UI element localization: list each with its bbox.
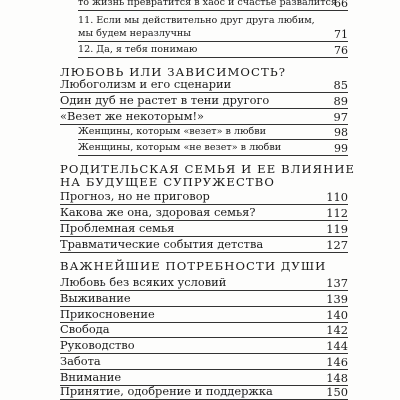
toc-entry-text: 11. Если мы действительно друг друга любим, bbox=[78, 15, 315, 26]
toc-entry-text: Любовь без всяких условий bbox=[60, 276, 348, 291]
toc-entry-page: 89 bbox=[333, 94, 348, 108]
toc-entry-page: 146 bbox=[326, 355, 348, 369]
toc-entry bbox=[0, 111, 400, 125]
toc-entry-text: Внимание bbox=[60, 371, 348, 386]
toc-entry-page: 139 bbox=[326, 292, 348, 306]
toc-entry-text: Прикосновение bbox=[60, 308, 348, 323]
toc-entry-page: 140 bbox=[326, 308, 348, 322]
toc-entry bbox=[0, 340, 400, 354]
toc-entry bbox=[0, 324, 400, 338]
toc-entry bbox=[0, 44, 400, 58]
toc-entry-text: Прогноз, но не приговор bbox=[60, 190, 348, 205]
toc-entry bbox=[0, 223, 400, 237]
toc-entry-text: Какова же она, здоровая семья? bbox=[60, 206, 348, 221]
toc-entry-page: 97 bbox=[333, 110, 348, 124]
toc-entry-text: Свобода bbox=[60, 323, 348, 338]
toc-entry-page: 85 bbox=[333, 78, 348, 92]
toc-entry-text: Забота bbox=[60, 355, 348, 370]
toc-entry-text: мы будем неразлучны bbox=[78, 28, 348, 42]
toc-entry-page: 119 bbox=[326, 222, 348, 236]
section-title: РОДИТЕЛЬСКАЯ СЕМЬЯ И ЕЕ ВЛИЯНИЕ bbox=[60, 162, 356, 176]
toc-entry-page: 98 bbox=[334, 126, 348, 139]
toc-entry-page: 110 bbox=[326, 190, 348, 204]
toc-entry bbox=[0, 309, 400, 323]
section-title: ВАЖНЕЙШИЕ ПОТРЕБНОСТИ ДУШИ bbox=[60, 259, 327, 273]
toc-entry bbox=[0, 191, 400, 205]
toc-entry-page: 142 bbox=[326, 323, 348, 337]
toc-entry-text: то жизнь превратится в хаос и счастье развалится bbox=[78, 0, 348, 11]
toc-entry bbox=[0, 356, 400, 370]
toc-entry bbox=[0, 277, 400, 291]
toc-entry bbox=[0, 95, 400, 109]
toc-entry-text: 12. Да, я тебя понимаю bbox=[78, 44, 348, 58]
toc-entry-text: Руководство bbox=[60, 339, 348, 354]
toc-entry bbox=[0, 207, 400, 221]
toc-entry-page: 148 bbox=[326, 371, 348, 385]
toc-entry-page: 76 bbox=[334, 44, 348, 57]
toc-entry bbox=[0, 126, 400, 140]
toc-entry bbox=[0, 28, 400, 42]
toc-entry bbox=[0, 293, 400, 307]
toc-entry bbox=[0, 239, 400, 253]
toc-entry-text: Один дуб не растет в тени другого bbox=[60, 94, 348, 109]
section-title-line2: НА БУДУЩЕЕ СУПРУЖЕСТВО bbox=[60, 175, 275, 189]
toc-entry-page: 71 bbox=[334, 28, 348, 41]
toc-entry-text: Травматические события детства bbox=[60, 238, 348, 253]
toc-entry-page: 137 bbox=[326, 276, 348, 290]
toc-entry-page: 127 bbox=[326, 238, 348, 252]
toc-entry bbox=[0, 142, 400, 156]
toc-entry bbox=[0, 372, 400, 386]
toc-entry-text: Женщины, которым «не везет» в любви bbox=[78, 142, 348, 156]
toc-entry bbox=[0, 0, 400, 11]
section-title: ЛЮБОВЬ ИЛИ ЗАВИСИМОСТЬ? bbox=[60, 65, 287, 79]
toc-entry bbox=[0, 386, 400, 400]
toc-entry-text: «Везет же некоторым!» bbox=[60, 110, 348, 125]
toc-entry-text: Любоголизм и его сценарии bbox=[60, 78, 348, 93]
toc-entry-page: 144 bbox=[326, 339, 348, 353]
toc-entry-page: 66 bbox=[334, 0, 348, 10]
toc-entry-text: Проблемная семья bbox=[60, 222, 348, 237]
toc-entry-text: Принятие, одобрение и поддержка bbox=[60, 385, 348, 400]
toc-entry-text: Женщины, которым «везет» в любви bbox=[78, 126, 348, 140]
toc-entry-page: 112 bbox=[326, 206, 348, 220]
toc-entry bbox=[0, 79, 400, 93]
toc-entry-text: Выживание bbox=[60, 292, 348, 307]
toc-entry bbox=[0, 14, 400, 28]
toc-entry-page: 99 bbox=[334, 142, 348, 155]
toc-entry-page: 150 bbox=[326, 385, 348, 399]
